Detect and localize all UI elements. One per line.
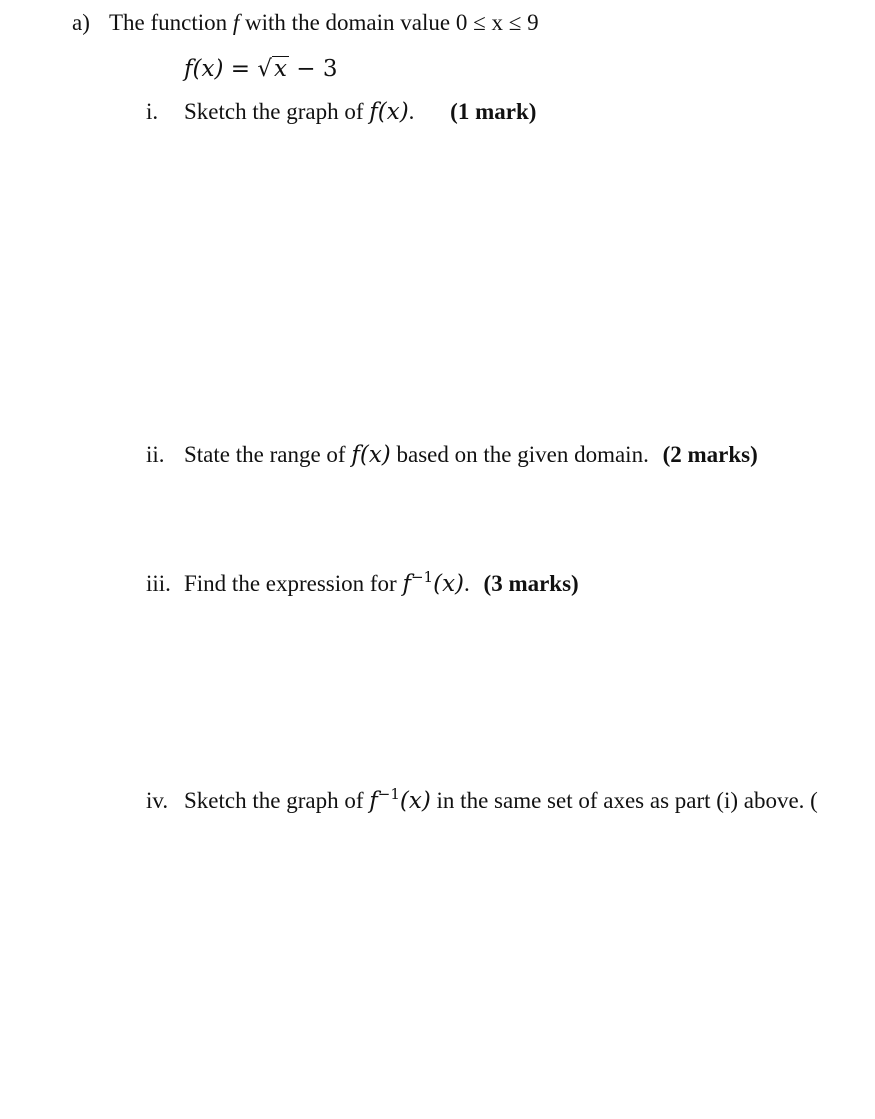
subquestion-i-marks: (1 mark)	[450, 99, 537, 124]
subquestion-iii-period: .	[464, 571, 470, 596]
function-lhs: f(x) =	[184, 56, 251, 82]
subquestion-ii-text-after: based on the given domain.	[396, 442, 649, 467]
question-intro	[109, 8, 539, 38]
part-label: a)	[72, 10, 90, 35]
inverse-superscript: −1	[410, 568, 434, 586]
function-rhs: − 3	[296, 56, 338, 82]
subquestion-iii	[184, 569, 579, 599]
intro-rest-text: with the domain value	[245, 10, 451, 35]
subquestion-ii-math: f(x)	[351, 442, 391, 468]
subquestion-i-period: .	[408, 99, 415, 124]
subquestion-iv-text-after: in the same set of axes as part (i) above.	[436, 788, 805, 813]
subquestion-iii-math	[402, 568, 465, 597]
function-definition	[184, 54, 338, 84]
subquestion-ii	[184, 440, 758, 470]
inverse-base: f	[369, 788, 378, 814]
subquestion-iv	[184, 786, 818, 816]
subquestion-iii-text: Find the expression for	[184, 571, 397, 596]
subquestion-iii-label: iii.	[146, 571, 171, 596]
sqrt-expression	[257, 54, 289, 84]
subquestion-iii-marks: (3 marks)	[483, 571, 579, 596]
subquestion-iv-text: Sketch the graph of	[184, 788, 364, 813]
subquestion-ii-marks: (2 marks)	[662, 442, 758, 467]
subquestion-i-text: Sketch the graph of	[184, 99, 364, 124]
sqrt-radicand: x	[273, 56, 287, 82]
subquestion-iv-marks: (	[810, 788, 818, 813]
inverse-base: f	[402, 571, 411, 597]
subquestion-ii-text: State the range of	[184, 442, 346, 467]
subquestion-ii-label: ii.	[146, 442, 165, 467]
subquestion-i-math: f(x)	[369, 99, 409, 125]
sqrt-symbol: √	[257, 56, 272, 82]
intro-function-var: f	[232, 10, 240, 35]
subquestion-i	[184, 97, 536, 127]
inverse-arg: (x)	[433, 571, 465, 597]
subquestion-i-label: i.	[146, 99, 159, 124]
inverse-arg: (x)	[399, 788, 431, 814]
intro-text: The function	[109, 10, 228, 35]
subquestion-iv-label: iv.	[146, 788, 169, 813]
inverse-superscript: −1	[377, 785, 400, 803]
domain-expression: 0 ≤ x ≤ 9	[455, 10, 539, 35]
subquestion-iv-math	[369, 785, 431, 814]
